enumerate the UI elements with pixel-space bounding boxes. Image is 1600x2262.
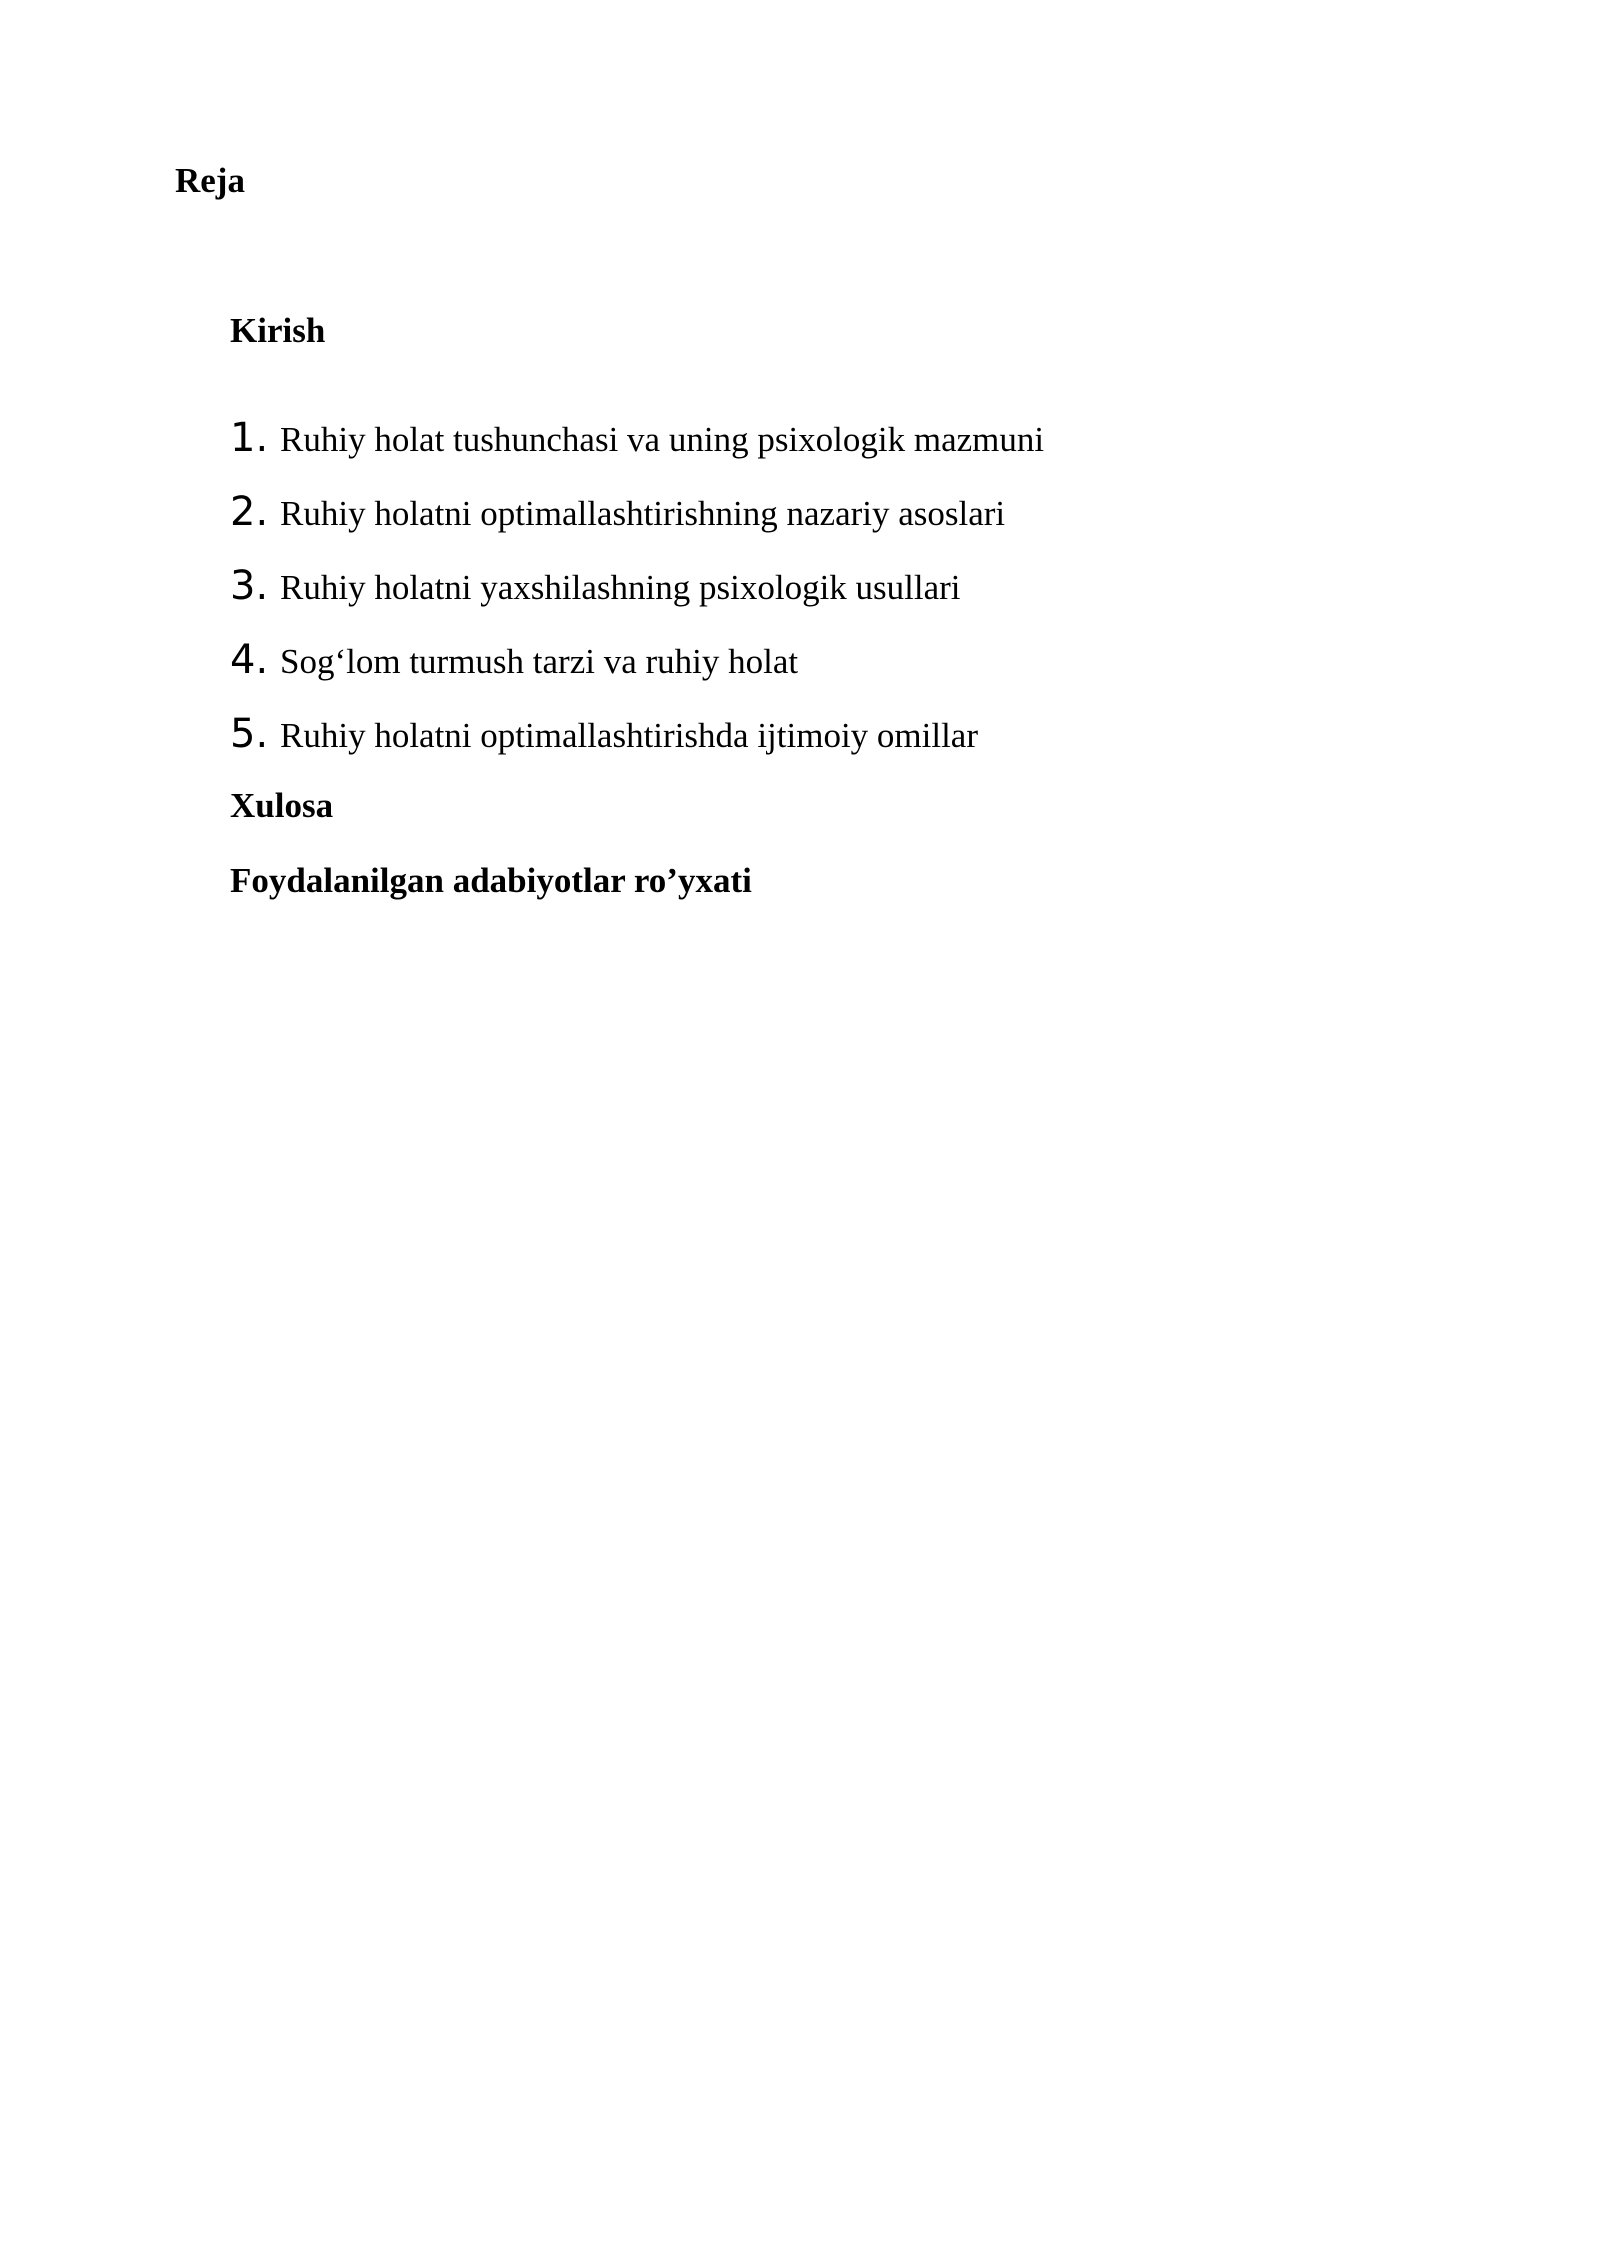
list-item (230, 637, 1044, 711)
list-item-text: Ruhiy holat tushunchasi va uning psixologik mazmuni (280, 420, 1045, 459)
list-item (230, 489, 1044, 563)
list-item-number: 2. (230, 489, 269, 535)
list-item (230, 415, 1044, 489)
page-title: Reja (175, 161, 245, 200)
list-item-number: 5. (230, 711, 269, 757)
list-item (230, 711, 1044, 785)
list-item-text: Ruhiy holatni yaxshilashning psixologik usullari (280, 568, 961, 607)
list-item-text: Sog‘lom turmush tarzi va ruhiy holat (280, 642, 799, 681)
list-item-number: 1. (230, 415, 269, 461)
references-heading: Foydalanilgan adabiyotlar ro’yxati (230, 861, 752, 900)
plan-list (230, 415, 1044, 785)
list-item-text: Ruhiy holatni optimallashtirishning nazariy asoslari (280, 494, 1006, 533)
list-item-number: 3. (230, 563, 269, 609)
list-item-text: Ruhiy holatni optimallashtirishda ijtimoiy omillar (280, 716, 979, 755)
list-item-number: 4. (230, 637, 269, 683)
conclusion-heading: Xulosa (230, 786, 334, 825)
intro-heading: Kirish (230, 311, 326, 350)
list-item (230, 563, 1044, 637)
